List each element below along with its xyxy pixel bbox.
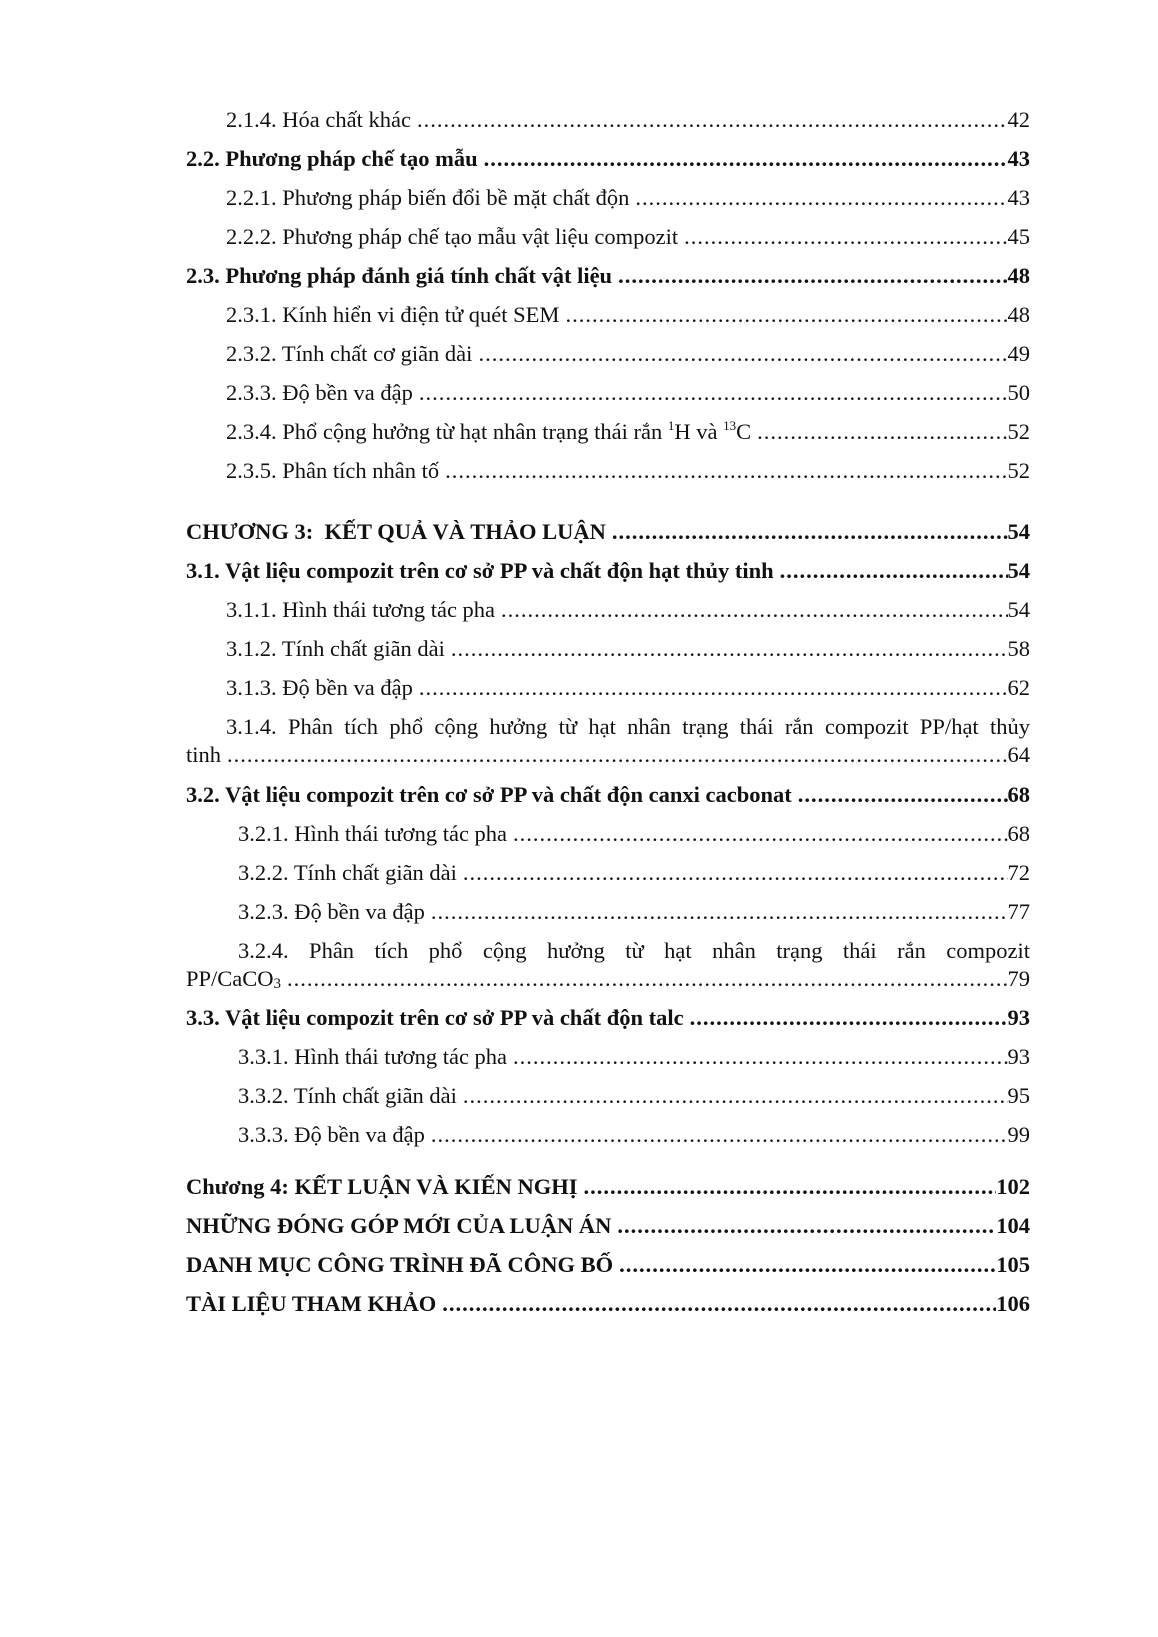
dot-leader (507, 820, 1007, 847)
toc-entry-title: 3.2.3. Độ bền va đập (238, 899, 425, 924)
toc-section-page: 43 (1007, 146, 1030, 171)
toc-entry-page: 58 (1007, 636, 1030, 661)
toc-entry-page: 72 (1007, 860, 1030, 885)
toc-entry-title: 3.3.3. Độ bền va đập (238, 1122, 425, 1147)
toc-entry-page: 64 (1007, 742, 1030, 767)
dot-leader (413, 674, 1008, 701)
toc-entry-title: 2.3.5. Phân tích nhân tố (226, 458, 440, 483)
dot-leader (629, 184, 1007, 211)
dot-leader (611, 1212, 996, 1239)
dot-leader (413, 379, 1008, 406)
toc-entry-title: 3.2.1. Hình thái tương tác pha (238, 821, 508, 846)
toc-entry-title-line2: PP/CaCO$_3$ (186, 966, 282, 992)
dot-leader (221, 741, 1007, 768)
toc-entry-page: 45 (1007, 224, 1030, 249)
toc-section[interactable] (186, 781, 1030, 808)
toc-entry[interactable] (238, 898, 1030, 925)
toc-chapter-title: NHỮNG ĐÓNG GÓP MỚI CỦA LUẬN ÁN (186, 1213, 612, 1238)
toc-entry-title: 2.3.1. Kính hiển vi điện tử quét SEM (226, 302, 560, 327)
toc-entry-page: 79 (1007, 966, 1030, 991)
toc-entry-title-line1: 3.2.4. Phân tích phổ cộng hưởng từ hạt nhân trạng thái rắn compozit (238, 938, 1030, 963)
toc-entry[interactable] (226, 106, 1030, 133)
toc-entry-title: 2.3.2. Tính chất cơ giãn dài (226, 341, 473, 366)
toc-entry-page: 49 (1007, 341, 1030, 366)
dot-leader (439, 457, 1007, 484)
toc-entry[interactable] (238, 1043, 1030, 1070)
toc-entry-page: 50 (1007, 380, 1030, 405)
dot-leader (495, 596, 1007, 623)
toc-entry-title: 3.1.3. Độ bền va đập (226, 675, 413, 700)
dot-leader (436, 1290, 996, 1317)
toc-entry-title-line2: tinh (186, 742, 222, 767)
dot-leader (774, 557, 1008, 584)
toc-chapter[interactable] (186, 1173, 1030, 1200)
toc-chapter-page: 54 (1007, 519, 1030, 544)
toc-chapter-page: 105 (996, 1252, 1030, 1277)
toc-section-page: 68 (1007, 782, 1030, 807)
toc-section-title: 2.3. Phương pháp đánh giá tính chất vật liệu (186, 263, 613, 288)
dot-leader (507, 1043, 1007, 1070)
toc-entry-page: 42 (1007, 107, 1030, 132)
toc-section-page: 93 (1007, 1005, 1030, 1030)
toc-entry[interactable] (226, 301, 1030, 328)
toc-entry[interactable] (238, 820, 1030, 847)
dot-leader (425, 1121, 1008, 1148)
toc-chapter-title: CHƯƠNG 3: KẾT QUẢ VÀ THẢO LUẬN (186, 519, 606, 544)
toc-entry-title-line1: 3.1.4. Phân tích phổ cộng hưởng từ hạt nhân trạng thái rắn compozit PP/hạt thủy (226, 714, 1030, 739)
toc-entry[interactable] (226, 379, 1030, 406)
toc-chapter[interactable] (186, 1251, 1030, 1278)
toc-entry-title: 2.3.3. Độ bền va đập (226, 380, 413, 405)
toc-chapter[interactable] (186, 1290, 1030, 1317)
toc-entry[interactable] (238, 1082, 1030, 1109)
toc-entry[interactable] (226, 340, 1030, 367)
dot-leader (445, 635, 1008, 662)
toc-entry-page: 99 (1007, 1122, 1030, 1147)
dot-leader (457, 1082, 1008, 1109)
toc-entry-title: 3.3.2. Tính chất giãn dài (238, 1083, 457, 1108)
dot-leader (792, 781, 1008, 808)
dot-leader (472, 340, 1007, 367)
toc-chapter-title: Chương 4: KẾT LUẬN VÀ KIẾN NGHỊ (186, 1174, 578, 1199)
toc-entry-line2 (186, 741, 1030, 768)
toc-entry[interactable] (226, 635, 1030, 662)
toc-entry-page: 54 (1007, 597, 1030, 622)
toc-section[interactable] (186, 557, 1030, 584)
toc-entry-title: 2.3.4. Phổ cộng hưởng từ hạt nhân trạng thái rắn $^1$H và $^{13}$C (226, 418, 752, 444)
dot-leader (613, 1251, 996, 1278)
dot-leader (606, 518, 1008, 545)
toc-section-page: 54 (1007, 558, 1030, 583)
toc-entry-title: 2.2.2. Phương pháp chế tạo mẫu vật liệu compozit (226, 224, 679, 249)
toc-chapter-page: 104 (996, 1213, 1030, 1238)
toc-entry[interactable] (238, 859, 1030, 886)
toc-entry[interactable] (226, 674, 1030, 701)
toc-entry-title: 3.1.2. Tính chất giãn dài (226, 636, 445, 661)
toc-section-title: 3.2. Vật liệu compozit trên cơ sở PP và chất độn canxi cacbonat (186, 782, 792, 807)
dot-leader (281, 965, 1007, 992)
toc-entry[interactable] (226, 596, 1030, 623)
toc-chapter[interactable] (186, 1212, 1030, 1239)
toc-entry[interactable] (226, 184, 1030, 211)
toc-entry-page: 93 (1007, 1044, 1030, 1069)
toc-entry[interactable] (226, 418, 1030, 445)
toc-entry-title: 3.1.1. Hình thái tương tác pha (226, 597, 496, 622)
toc-entry-title: 3.3.1. Hình thái tương tác pha (238, 1044, 508, 1069)
toc-entry-page: 62 (1007, 675, 1030, 700)
toc-chapter-page: 106 (996, 1291, 1030, 1316)
toc-chapter[interactable] (186, 518, 1030, 545)
dot-leader (577, 1173, 996, 1200)
dot-leader (751, 418, 1007, 445)
dot-leader (612, 262, 1007, 289)
toc-entry-page: 68 (1007, 821, 1030, 846)
toc-entry[interactable] (238, 1121, 1030, 1148)
toc-entry-page: 77 (1007, 899, 1030, 924)
toc-entry-page: 43 (1007, 185, 1030, 210)
toc-section-title: 3.1. Vật liệu compozit trên cơ sở PP và chất độn hạt thủy tinh (186, 558, 774, 583)
toc-chapter-title: TÀI LIỆU THAM KHẢO (186, 1291, 437, 1316)
toc-entry-line2 (186, 965, 1030, 992)
toc-section-title: 3.3. Vật liệu compozit trên cơ sở PP và chất độn talc (186, 1005, 684, 1030)
dot-leader (678, 223, 1007, 250)
toc-entry-page: 48 (1007, 302, 1030, 327)
toc-section[interactable] (186, 262, 1030, 289)
toc-chapter-page: 102 (996, 1174, 1030, 1199)
dot-leader (411, 106, 1008, 133)
toc-section-page: 48 (1007, 263, 1030, 288)
toc-entry[interactable] (226, 457, 1030, 484)
toc-section[interactable] (186, 1004, 1030, 1031)
toc-entry-page: 52 (1007, 458, 1030, 483)
dot-leader (478, 145, 1008, 172)
toc-entry-page: 52 (1007, 419, 1030, 444)
dot-leader (684, 1004, 1008, 1031)
toc-chapter-title: DANH MỤC CÔNG TRÌNH ĐÃ CÔNG BỐ (186, 1252, 614, 1277)
toc-entry-title: 2.1.4. Hóa chất khác (226, 107, 411, 132)
dot-leader (457, 859, 1008, 886)
toc-entry[interactable] (226, 223, 1030, 250)
toc-entry-title: 2.2.1. Phương pháp biến đổi bề mặt chất độn (226, 185, 630, 210)
toc-entry-title: 3.2.2. Tính chất giãn dài (238, 860, 457, 885)
toc-section-title: 2.2. Phương pháp chế tạo mẫu (186, 146, 478, 171)
dot-leader (425, 898, 1008, 925)
dot-leader (559, 301, 1007, 328)
toc-entry-page: 95 (1007, 1083, 1030, 1108)
toc-section[interactable] (186, 145, 1030, 172)
